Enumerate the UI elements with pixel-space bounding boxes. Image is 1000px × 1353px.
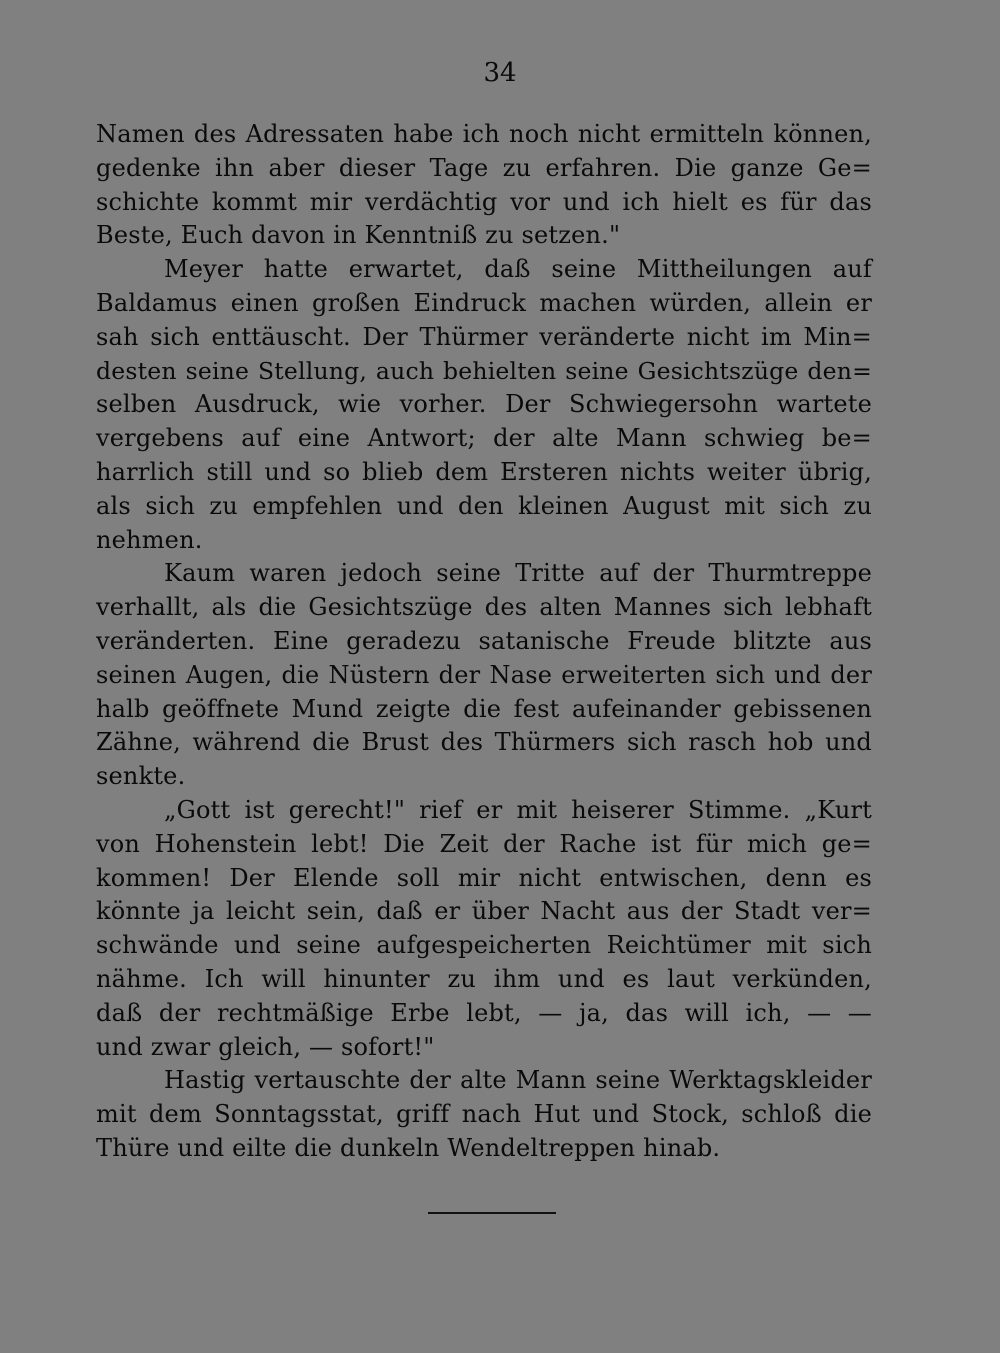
body-text <box>96 118 872 1166</box>
text-line: Beste, Euch davon in Kenntniß zu setzen." <box>96 221 621 250</box>
text-line: könnte ja leicht sein, daß er über Nacht aus der Stadt ver= <box>96 897 872 926</box>
text-line: sah sich enttäuscht. Der Thürmer veränderte nicht im Min= <box>96 322 872 351</box>
text-line: Thüre und eilte die dunkeln Wendeltreppen hinab. <box>96 1133 721 1162</box>
text-line: verhallt, als die Gesichtszüge des alten Mannes sich lebhaft <box>96 593 872 622</box>
text-line: Namen des Adressaten habe ich noch nicht ermitteln können, <box>96 120 872 148</box>
text-line: senkte. <box>96 762 186 791</box>
text-line: gedenke ihn aber dieser Tage zu erfahren. Die ganze Ge= <box>96 153 872 182</box>
text-line: von Hohenstein lebt! Die Zeit der Rache ist für mich ge= <box>96 829 872 858</box>
text-line: schichte kommt mir verdächtig vor und ich hielt es für das <box>96 187 872 216</box>
text-line: schwände und seine aufgespeicherten Reichtümer mit sich <box>96 931 872 960</box>
text-line: desten seine Stellung, auch behielten seine Gesichtszüge den= <box>96 356 872 385</box>
text-line: „Gott ist gerecht!" rief er mit heiserer Stimme. „Kurt <box>164 795 872 824</box>
text-line: selben Ausdruck, wie vorher. Der Schwiegersohn wartete <box>96 390 872 419</box>
text-line: mit dem Sonntagsstat, griff nach Hut und Stock, schloß die <box>96 1100 872 1129</box>
text-line: und zwar gleich, — sofort!" <box>96 1032 435 1061</box>
text-line: Kaum waren jedoch seine Tritte auf der Thurmtreppe <box>164 559 872 588</box>
end-rule <box>428 1212 556 1214</box>
text-line: halb geöffnete Mund zeigte die fest aufeinander gebissenen <box>96 694 872 723</box>
text-line: vergebens auf eine Antwort; der alte Mann schwieg be= <box>96 424 872 453</box>
text-line: nehmen. <box>96 525 203 554</box>
text-line: Zähne, während die Brust des Thürmers sich rasch hob und <box>96 728 872 757</box>
text-line: nähme. Ich will hinunter zu ihm und es laut verkünden, <box>96 964 872 993</box>
text-line: seinen Augen, die Nüstern der Nase erweiterten sich und der <box>96 660 872 689</box>
text-line: kommen! Der Elende soll mir nicht entwischen, denn es <box>96 863 872 892</box>
text-line: Baldamus einen großen Eindruck machen würden, allein er <box>96 288 872 317</box>
text-line: Hastig vertauschte der alte Mann seine Werktagskleider <box>164 1066 872 1095</box>
text-line: veränderten. Eine geradezu satanische Freude blitzte aus <box>96 626 872 655</box>
page-number: 34 <box>483 58 517 88</box>
text-line: harrlich still und so blieb dem Ersteren nichts weiter übrig, <box>96 457 872 486</box>
text-line: daß der rechtmäßige Erbe lebt, — ja, das will ich, — — <box>96 998 872 1027</box>
text-line: Meyer hatte erwartet, daß seine Mittheilungen auf <box>164 255 872 284</box>
text-line: als sich zu empfehlen und den kleinen August mit sich zu <box>96 491 872 520</box>
